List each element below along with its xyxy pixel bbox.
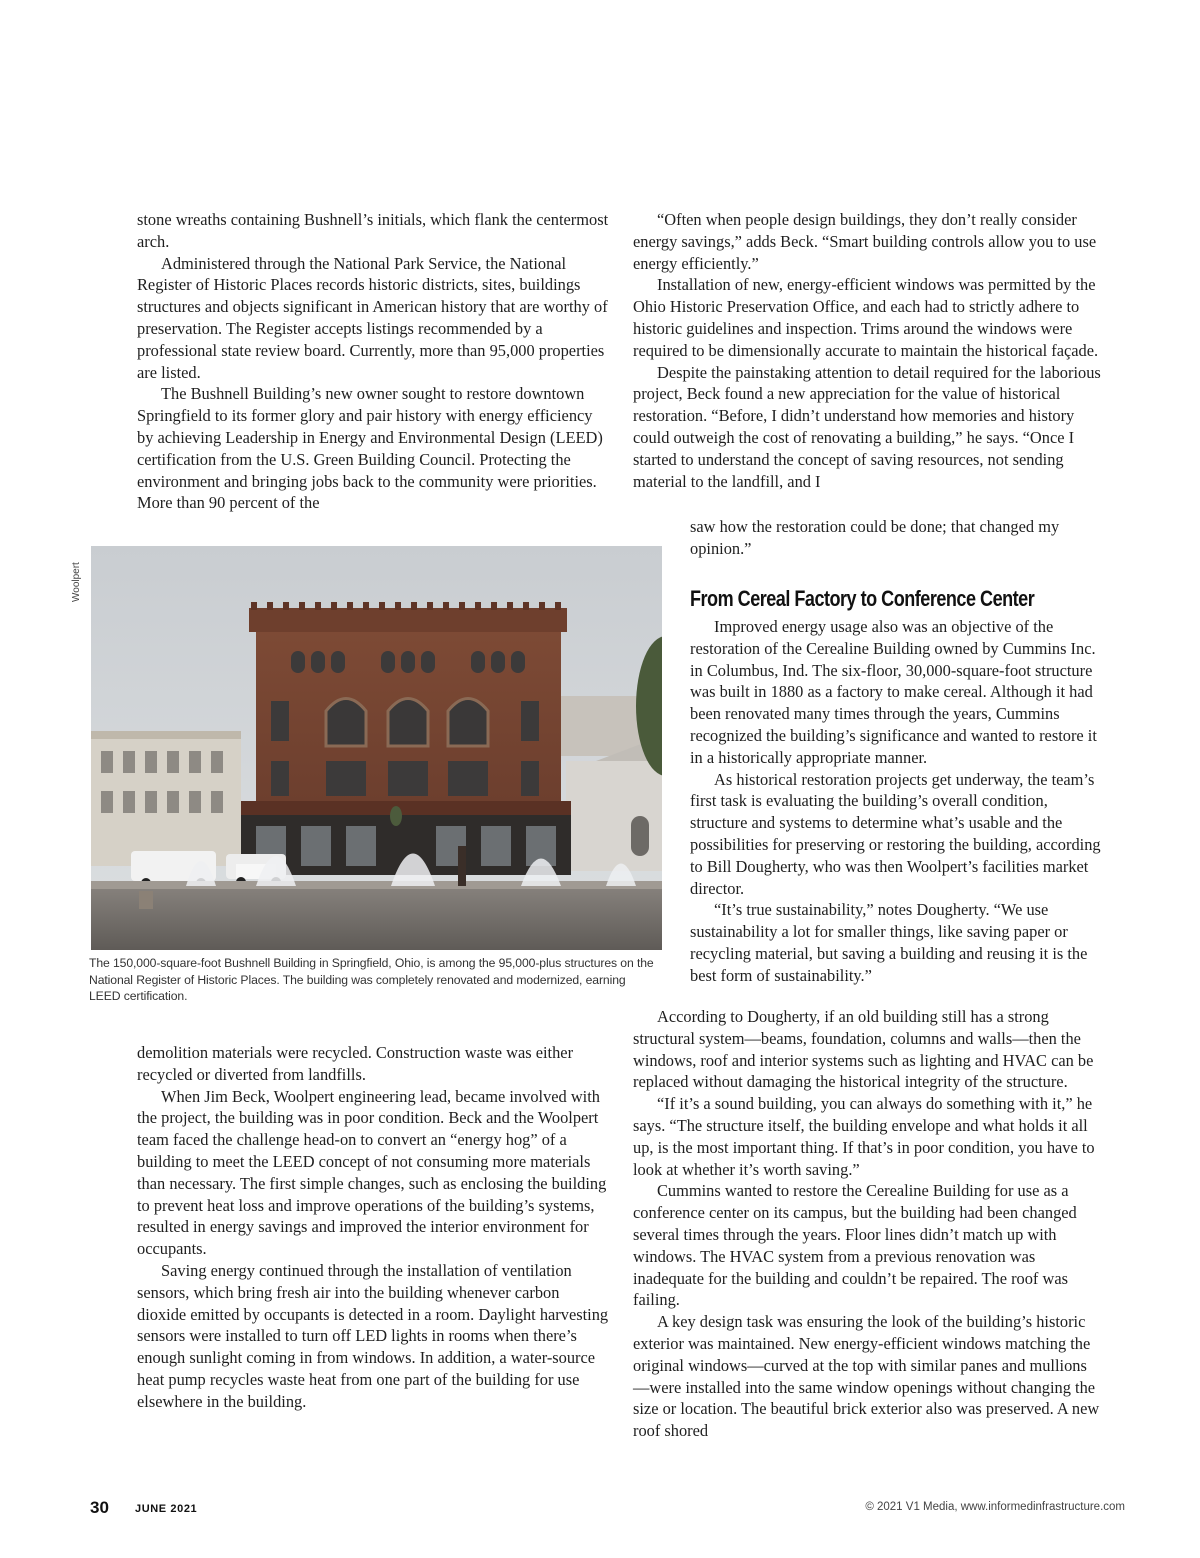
photo-credit: Woolpert <box>71 562 82 602</box>
paragraph: Administered through the National Park Service, the National Register of Historic Places records historic districts, sites, buildings structures and objects significant in American history that are worthy of preservation. The Register accepts listings recommended by a professional state review board. Currently, more than 95,000 properties are listed. <box>137 253 608 382</box>
paragraph: Improved energy usage also was an objective of the restoration of the Cerealine Building owned by Cummins Inc. in Columbus, Ind. The six-floor, 30,000-square-foot structure was built in 1880 as a factory to make cereal. Although it had been renovated many times through the years, Cummins recognized the building’s significance and wanted to restore it in a historically appropriate manner. <box>690 617 1097 767</box>
building-photo <box>91 546 662 950</box>
paragraph: When Jim Beck, Woolpert engineering lead, became involved with the project, the building was in poor condition. Beck and the Woolpert team faced the challenge head-on to convert an “energy hog” of a building to meet the LEED concept of not consuming more materials than necessary. The first simple changes, such as enclosing the building to prevent heat loss and improve operations of the building’s systems, resulted in energy savings and improved the interior environment for occupants. <box>137 1086 607 1259</box>
bushnell-building-illustration <box>91 546 662 950</box>
article-column-right-continued <box>690 516 1104 560</box>
paragraph: Installation of new, energy-efficient windows was permitted by the Ohio Historic Preservation Office, and each had to strictly adhere to historic guidelines and inspection. Trims around the windows were required to be dimensionally accurate to maintain the historical façade. <box>633 275 1099 360</box>
article-column-left-top <box>137 209 612 514</box>
paragraph: “Often when people design buildings, they don’t really consider energy savings,” adds Beck. “Smart building controls allow you to use energy efficiently.” <box>633 210 1097 273</box>
paragraph: “It’s true sustainability,” notes Dougherty. “We use sustainability a lot for smaller things, like saving paper or recycling material, but saving a building and reusing it is the best form of sustainability.” <box>690 900 1088 985</box>
paragraph: stone wreaths containing Bushnell’s initials, which flank the centermost arch. <box>137 210 609 251</box>
paragraph: The Bushnell Building’s new owner sought to restore downtown Springfield to its former glory and pair history with energy efficiency by achieving Leadership in Energy and Environmental Design (LEED) certification from the U.S. Green Building Council. Protecting the environment and bringing jobs back to the community were priorities. More than 90 percent of the <box>137 384 603 513</box>
issue-date: JUNE 2021 <box>135 1503 198 1515</box>
article-column-right-bottom <box>633 1006 1103 1442</box>
article-column-right-top <box>633 209 1103 492</box>
article-column-right-middle <box>690 616 1104 987</box>
paragraph: saw how the restoration could be done; that changed my opinion.” <box>690 517 1060 558</box>
paragraph: demolition materials were recycled. Construction waste was either recycled or diverted from landfills. <box>137 1043 574 1084</box>
section-subheading: From Cereal Factory to Conference Center <box>690 586 1035 611</box>
paragraph: Saving energy continued through the installation of ventilation sensors, which bring fresh air into the building whenever carbon dioxide emitted by occupants is detected in a room. Daylight harvesting sensors were installed to turn off LED lights in rooms when there’s enough sunlight coming in from windows. In addition, a water-source heat pump recycles waste heat from one part of the building for use elsewhere in the building. <box>137 1260 609 1411</box>
paragraph: According to Dougherty, if an old building still has a strong structural system—beams, foundation, columns and walls—then the windows, roof and interior systems such as lighting and HVAC can be replaced without damaging the historical integrity of the structure. <box>633 1007 1094 1092</box>
article-column-left-bottom <box>137 1042 612 1413</box>
paragraph: “If it’s a sound building, you can always do something with it,” he says. “The structure itself, the building envelope and what holds it all up, is the most important thing. If that’s in poor condition, you have to look at whether it’s worth saving.” <box>633 1094 1095 1179</box>
page-number: 30 <box>90 1498 109 1517</box>
copyright-notice: © 2021 V1 Media, www.informedinfrastructure.com <box>865 1501 1125 1513</box>
paragraph: Despite the painstaking attention to detail required for the laborious project, Beck found a new appreciation for the value of historical restoration. “Before, I didn’t understand how memories and history could outweigh the cost of renovating a building,” he says. “Once I started to understand the concept of saving resources, not sending material to the landfill, and I <box>633 362 1101 491</box>
paragraph: Cummins wanted to restore the Cerealine Building for use as a conference center on its campus, but the building had been changed several times through the years. Floor lines didn’t match up with windows. The HVAC system from a previous renovation was inadequate for the building and couldn’t be repaired. The roof was failing. <box>633 1181 1077 1310</box>
paragraph: A key design task was ensuring the look of the building’s historic exterior was maintained. New energy-efficient windows matching the original windows—curved at the top with similar panes and mullions—were installed into the same window openings without changing the size or location. The beautiful brick exterior also was preserved. A new roof shored <box>633 1312 1100 1441</box>
paragraph: As historical restoration projects get underway, the team’s first task is evaluating the building’s overall condition, structure and systems to determine what’s usable and the possibilities for preserving or restoring the building, according to Bill Dougherty, who was then Woolpert’s facilities market director. <box>690 769 1101 898</box>
photo-caption: The 150,000-square-foot Bushnell Building in Springfield, Ohio, is among the 95,000-plus structures on the National Register of Historic Places. The building was completely renovated and modernized, earning LEED certification. <box>89 956 654 1003</box>
